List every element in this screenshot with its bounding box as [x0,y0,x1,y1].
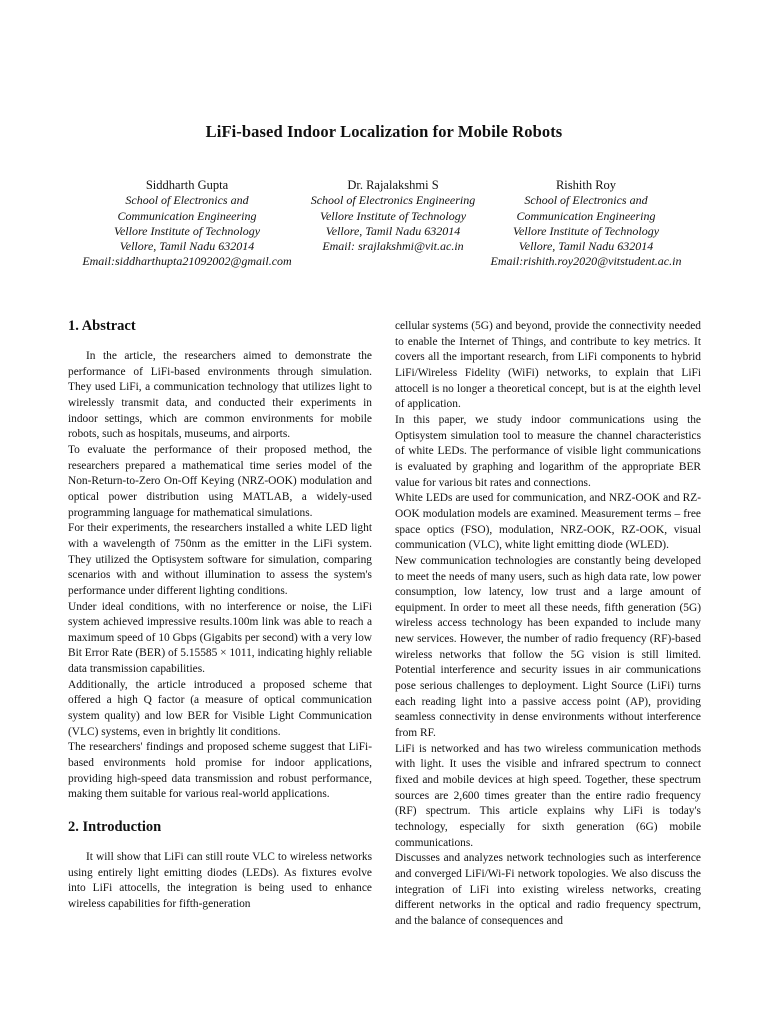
author-affiliation: School of Electronics and [125,193,249,208]
author-block [290,178,496,254]
abstract-paragraph: Under ideal conditions, with no interference or noise, the LiFi system achieved impressive results.100m link was able to reach a maximum speed of 10 Gbps (Gigabits per second) with a very low Bit Error Rate (BER) of 5.15585 × 1011, indicating highly reliable data transmission capabilities. [68,600,372,676]
author-location: Vellore, Tamil Nadu 632014 [518,239,654,254]
section-spacer [68,803,372,818]
abstract-paragraph: Additionally, the article introduced a proposed scheme that offered a high Q factor (a measure of optical communication system quality) and low BER for Visible Light Communication (VLC) systems, even in brightly lit conditions. [68,678,372,738]
section-heading-abstract: 1. Abstract [68,318,136,334]
introduction-paragraph: In this paper, we study indoor communications using the Optisystem simulation tool to measure the channel characteristics of white LEDs. The performance of visible light communications is evaluated by graphing and logarithm of the appropriate BER value for various bit rates and connections. [395,413,701,489]
introduction-paragraph: New communication technologies are constantly being developed to meet the needs of many users, such as high data rate, low power consumption, low latency, low trust and a large amount of equipment. In order to meet all these needs, fifth generation (5G) wireless access technology has been expanded to include many new services. However, the number of radio frequency (RF)-based wireless networks that follow the 5G vision is still limited. Potential interference and security issues in air communications pose serious challenges to deployment. Light Source (LiFi) turns each reading light into a passive access point (AP), providing seamless connectivity in dense environments without interference from RF. [395,554,701,740]
right-column [395,319,701,930]
abstract-paragraph: The researchers' findings and proposed scheme suggest that LiFi-based environments hold promise for indoor applications, providing high-speed data transmission and robust performance, making them suitable for various real-world applications. [68,741,372,801]
author-block [470,178,702,270]
author-name: Rishith Roy [555,178,617,192]
abstract-paragraph: For their experiments, the researchers installed a white LED light with a wavelength of 750nm as the emitter in the LiFi system. They utilized the Optisystem software for simulation, comparing scenarios with and without illumination to assess the system's performance under different lighting conditions. [68,522,372,597]
introduction-paragraph: cellular systems (5G) and beyond, provide the connectivity needed to enable the Internet of Things, and contribute to key metrics. It covers all the important research, from LiFi components to hybrid LiFi/Wireless Fidelity (WiFi) networks, to explain that LiFi attocell is no longer a theoretical concept, but is at the eighth level of application. [395,320,701,411]
author-affiliation: Communication Engineering [117,208,257,223]
author-name: Dr. Rajalakshmi S [347,178,439,192]
author-location: Vellore, Tamil Nadu 632014 [325,223,461,238]
section-heading-introduction: 2. Introduction [68,819,162,836]
author-block [56,178,318,270]
author-institute: Vellore Institute of Technology [512,223,660,238]
author-affiliation: Communication Engineering [516,208,656,223]
left-column [68,317,372,913]
author-institute: Vellore Institute of Technology [113,223,261,238]
abstract-paragraph: In the article, the researchers aimed to demonstrate the performance of LiFi-based environments through simulation. They used LiFi, a communication technology that utilizes light to wirelessly transmit data, and conducted their experiments in indoor settings, which are common environments for mobile robots, such as hospitals, museums, and airports. [68,350,372,441]
author-email: Email:siddharthupta21092002@gmail.com [82,254,292,269]
author-name: Siddharth Gupta [145,178,229,192]
introduction-paragraph: LiFi is networked and has two wireless communication methods with light. It uses the visible and infrared spectrum to connect fixed and mobile devices at high speed. Together, these spectrum sources are 2,600 times greater than the entire radio frequency (RF) spectrum. This article explains why LiFi is today's technology, especially for sixth generation (6G) mobile communications. [395,742,701,849]
introduction-paragraph: Discusses and analyzes network technologies such as interference and converged LiFi/Wi-Fi network topologies. We also discuss the integration of LiFi into existing wireless networks, creating different networks in the optical and radio frequency spectrum, and the balance of consequences and [395,852,701,927]
author-affiliation: School of Electronics and [524,193,648,208]
author-affiliation: School of Electronics Engineering [310,193,476,208]
author-location: Vellore, Tamil Nadu 632014 [119,239,255,254]
introduction-paragraph: White LEDs are used for communication, and NRZ-OOK and RZ-OOK modulation models are examined. Measurement terms – free space optics (FSO), modulation, NRZ-OOK, RZ-OOK, visual communication (VLC), white light emitting diode (WLED). [395,492,701,552]
introduction-paragraph: It will show that LiFi can still route VLC to wireless networks using entirely light emitting diodes (LEDs). As fixtures evolve into LiFi attocells, the integration is being used to enhance wireless capabilities for fifth-generation [68,851,372,910]
author-institute: Vellore Institute of Technology [319,208,467,223]
abstract-paragraph: To evaluate the performance of their proposed method, the researchers prepared a mathematical time series model of the Non-Return-to-Zero On-Off Keying (NRZ-OOK) modulation and optical power distribution using MATLAB, a widely-used programming language for mathematical simulations. [68,443,372,519]
author-email: Email: srajlakshmi@vit.ac.in [322,239,464,254]
paper-title: LiFi-based Indoor Localization for Mobile Robots [205,122,563,141]
author-email: Email:rishith.roy2020@vitstudent.ac.in [490,254,682,269]
